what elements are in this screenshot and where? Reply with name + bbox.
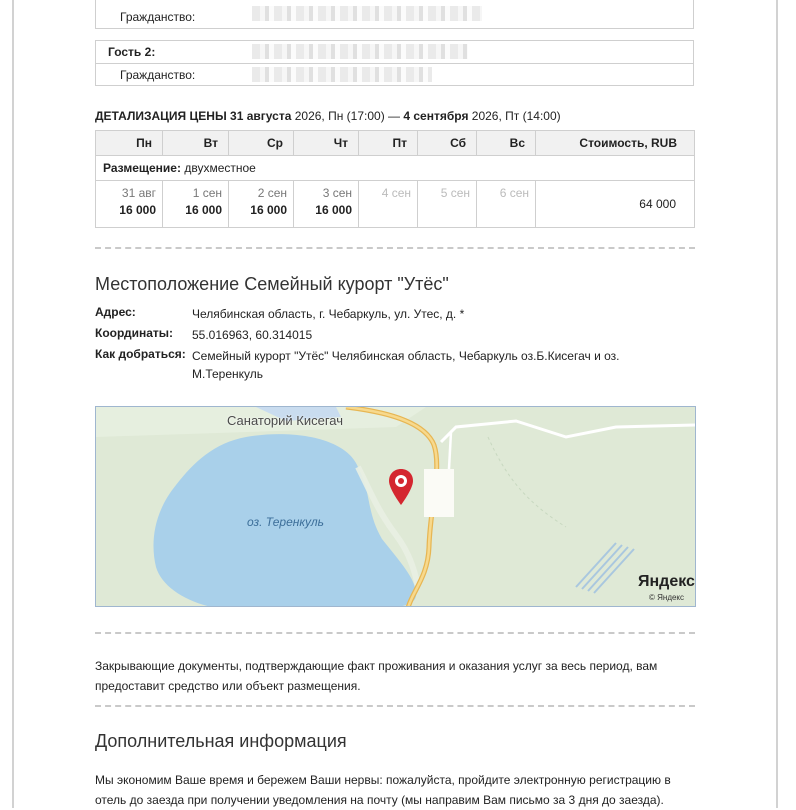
col-mon: Пн bbox=[96, 131, 163, 156]
guest-1-citizenship-row bbox=[96, 0, 693, 28]
guest-1-box bbox=[95, 0, 694, 29]
col-sun: Вс bbox=[477, 131, 536, 156]
price-heading bbox=[95, 109, 561, 123]
day-cell bbox=[96, 181, 163, 228]
day-date: 2 сен bbox=[257, 186, 287, 200]
map-canvas bbox=[96, 407, 696, 607]
citizenship-label: Гражданство: bbox=[120, 10, 196, 24]
guest-2-title: Гость 2: bbox=[108, 45, 156, 59]
price-start-rest: 2026, Пн (17:00) — bbox=[291, 109, 404, 123]
day-cell bbox=[477, 181, 536, 228]
redacted-value bbox=[252, 67, 432, 82]
total-cell: 64 000 bbox=[536, 181, 695, 228]
room-row bbox=[96, 156, 695, 181]
room-label: Размещение: bbox=[103, 161, 181, 175]
coords-label: Координаты: bbox=[95, 326, 174, 340]
redacted-name bbox=[252, 44, 468, 59]
page-edge-right bbox=[776, 0, 778, 808]
location-map[interactable] bbox=[95, 406, 696, 607]
divider bbox=[95, 705, 695, 707]
citizenship-label: Гражданство: bbox=[120, 68, 196, 82]
day-date: 3 сен bbox=[322, 186, 352, 200]
day-cell bbox=[418, 181, 477, 228]
col-tue: Вт bbox=[163, 131, 229, 156]
day-amount: 16 000 bbox=[185, 203, 222, 217]
directions-value: Семейный курорт "Утёс" Челябинская область, Чебаркуль оз.Б.Кисегач и оз. М.Теренкуль bbox=[192, 349, 620, 381]
yandex-logo[interactable]: Яндекс bbox=[638, 573, 695, 590]
col-fri: Пт bbox=[359, 131, 418, 156]
col-cost: Стоимость, RUB bbox=[536, 131, 695, 156]
day-amount: 16 000 bbox=[119, 203, 156, 217]
day-date: 5 сен bbox=[440, 186, 470, 200]
day-date: 31 авг bbox=[121, 186, 156, 200]
price-end-date: 4 сентября bbox=[403, 109, 469, 123]
map-lake-label: оз. Теренкуль bbox=[247, 515, 324, 529]
day-date: 1 сен bbox=[192, 186, 222, 200]
address-value: Челябинская область, г. Чебаркуль, ул. Утес, д. * bbox=[192, 307, 465, 321]
page-edge-left bbox=[12, 0, 14, 808]
divider bbox=[95, 632, 695, 634]
day-cell bbox=[163, 181, 229, 228]
coords-value: 55.016963, 60.314015 bbox=[192, 328, 313, 342]
location-title: Местоположение Семейный курорт "Утёс" bbox=[95, 274, 449, 294]
day-cell bbox=[294, 181, 359, 228]
day-date: 6 сен bbox=[499, 186, 529, 200]
guest-2-name-row bbox=[96, 41, 693, 63]
day-cell bbox=[359, 181, 418, 228]
guest-2-box bbox=[95, 40, 694, 86]
price-table bbox=[95, 130, 695, 228]
closing-docs-text: Закрывающие документы, подтверждающие факт проживания и оказания услуг за весь период, вам предоставит средство или объект размещения. bbox=[95, 659, 658, 693]
day-amount: 16 000 bbox=[315, 203, 352, 217]
col-wed: Ср bbox=[229, 131, 294, 156]
directions-label: Как добраться: bbox=[95, 347, 186, 361]
day-date: 4 сен bbox=[381, 186, 411, 200]
address-label: Адрес: bbox=[95, 305, 136, 319]
divider bbox=[95, 247, 695, 249]
price-start-date: 31 августа bbox=[230, 109, 292, 123]
day-cell bbox=[229, 181, 294, 228]
col-sat: Сб bbox=[418, 131, 477, 156]
room-type: двухместное bbox=[184, 161, 256, 175]
price-heading-prefix: ДЕТАЛИЗАЦИЯ ЦЕНЫ bbox=[95, 109, 227, 123]
extra-info-title: Дополнительная информация bbox=[95, 731, 347, 751]
col-thu: Чт bbox=[294, 131, 359, 156]
map-place-label: Санаторий Кисегач bbox=[227, 413, 344, 428]
days-row bbox=[96, 181, 695, 228]
price-table-header bbox=[96, 131, 695, 156]
extra-info-text: Мы экономим Ваше время и бережем Ваши нервы: пожалуйста, пройдите электронную регистрацию в отель до заезда при получении уведомления на почту (мы направим Вам письмо за 3 дня до заезда). bbox=[95, 773, 671, 807]
map-copyright: © Яндекс bbox=[649, 593, 685, 602]
day-amount: 16 000 bbox=[250, 203, 287, 217]
guest-2-citizenship-row bbox=[96, 63, 693, 85]
price-end-rest: 2026, Пт (14:00) bbox=[468, 109, 561, 123]
redacted-value bbox=[252, 6, 482, 21]
